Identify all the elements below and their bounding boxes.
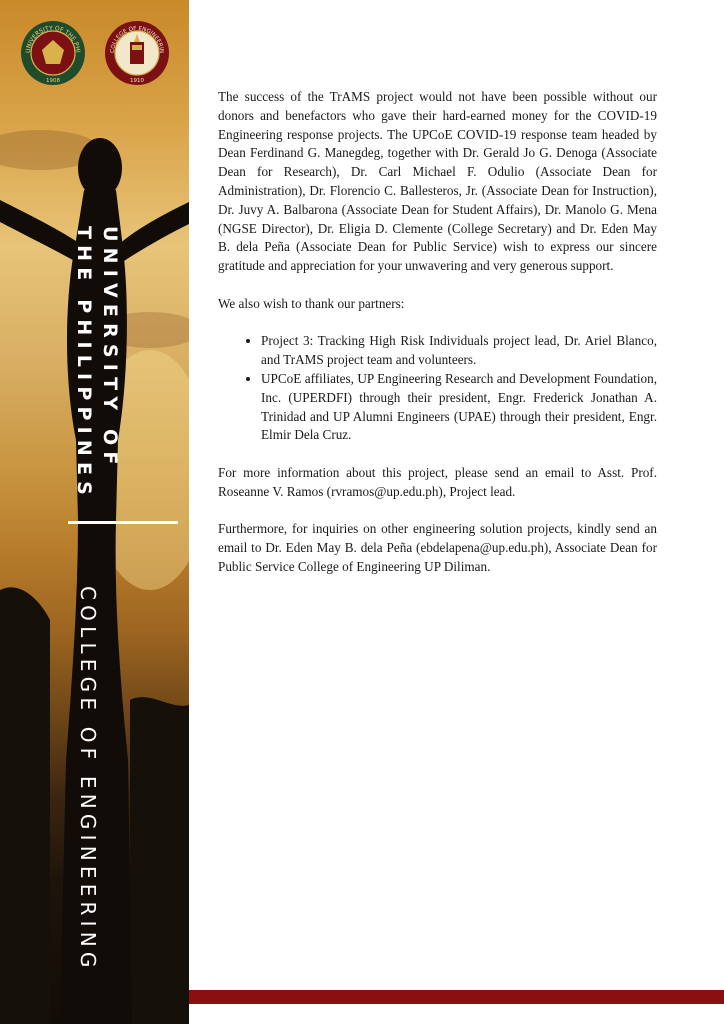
up-seal-logo xyxy=(20,20,86,86)
document-body xyxy=(218,88,657,596)
university-line-1: UNIVERSITY OF xyxy=(99,226,121,471)
sidebar-divider xyxy=(68,521,178,524)
coe-seal-logo xyxy=(104,20,170,86)
svg-text:COLLEGE OF ENGINEERING: COLLEGE OF ENGINEERIN xyxy=(109,25,165,54)
university-line-2: THE PHILIPPINES xyxy=(73,226,95,502)
college-name: COLLEGE OF ENGINEERING xyxy=(76,586,100,973)
paragraph-acknowledgement: The success of the TrAMS project would not have been possible without our donors and benefactors who gave their hard-earned money for the COVID-19 Engineering response projects. The UPCoE COVID-19 response team headed by Dean Ferdinand G. Manegdeg, together with Dr. Gerald Jo G. Denoga (Associate Dean for Research), Dr. Carl Michael F. Odulio (Associate Dean for Administration), Dr. Florencio C. Ballesteros, Jr. (Associate Dean for Instruction), Dr. Juvy A. Balbarona (Associate Dean for Student Affairs), Dr. Manolo G. Mena (NGSE Director), Dr. Eligia D. Clemente (College Secretary) and Dr. Eden May B. dela Peña (Associate Dean for Public Service) wish to express our sincere gratitude and appreciation for your unwavering and very generous support. xyxy=(218,89,657,274)
list-item: • UPCoE affiliates, UP Engineering Research and Development Foundation, Inc. (UPERDFI) through their president, Engr. Frederick Jonathan A. Trinidad and UP Alumni Engineers (UPAE) through their president, Engr. Elmir Dela Cruz. xyxy=(261,370,657,445)
partners-list xyxy=(218,332,657,445)
paragraph-inquiries: Furthermore, for inquiries on other engineering solution projects, kindly send an email to Dr. Eden May B. dela Peña (ebdelapena@up.edu.ph), Associate Dean for Public Service College of Engineering UP Diliman. xyxy=(218,521,657,574)
footer-accent-bar xyxy=(189,990,724,1004)
paragraph-contact: For more information about this project, please send an email to Asst. Prof. Roseanne V. Ramos (rvramos@up.edu.ph), Project lead. xyxy=(218,464,657,499)
paragraph-partners-intro: We also wish to thank our partners: xyxy=(218,295,405,311)
svg-text:1908: 1908 xyxy=(46,78,60,84)
svg-text:UNIVERSITY OF THE PHILIPPINES: UNIVERSITY OF THE PHI xyxy=(24,24,82,54)
sidebar xyxy=(0,0,189,1024)
svg-text:1910: 1910 xyxy=(130,78,144,84)
list-item: • Project 3: Tracking High Risk Individuals project lead, Dr. Ariel Blanco, and TrAMS project team and volunteers. xyxy=(261,332,657,370)
